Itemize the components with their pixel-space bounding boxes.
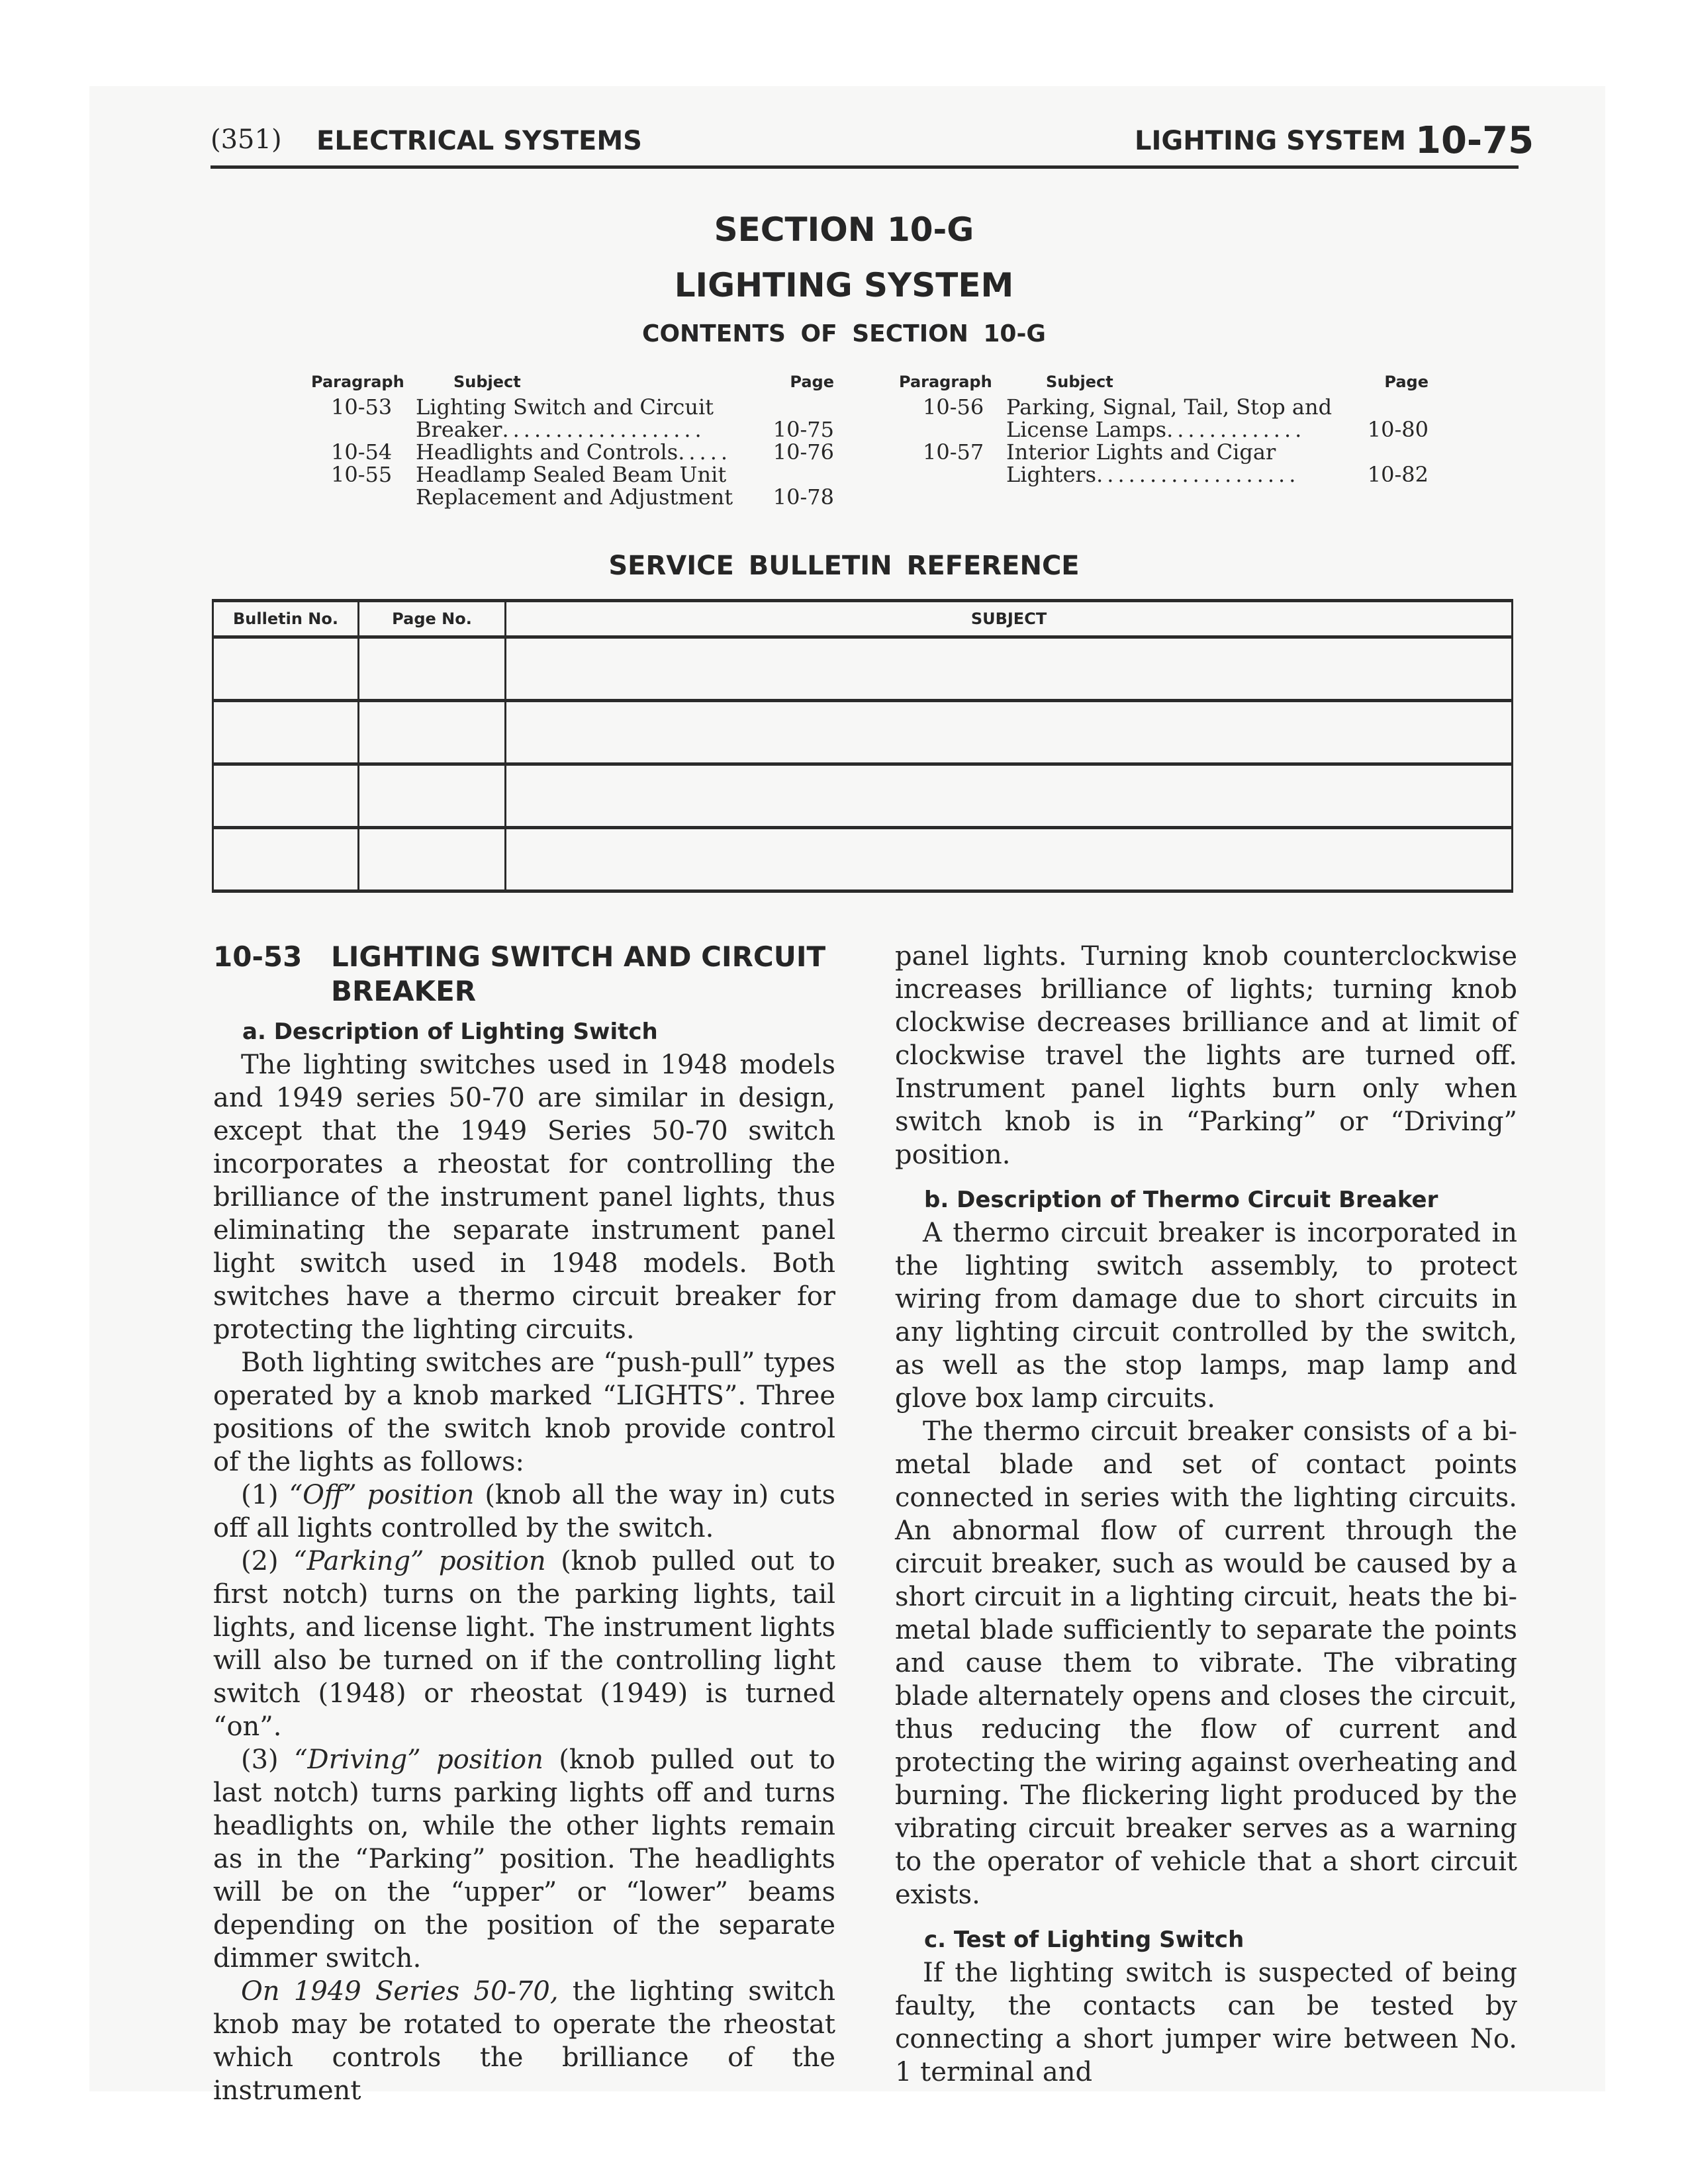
col-bulletin-no: Bulletin No.: [213, 601, 359, 637]
item-emphasis: “Off” position: [289, 1480, 475, 1510]
page-id: 10-75: [1415, 119, 1534, 162]
contents-entry[interactable]: [311, 463, 834, 508]
bulletin-table: [212, 599, 1513, 893]
cell: [506, 828, 1513, 891]
entry-paragraph: 10-55: [331, 462, 393, 487]
cell: [213, 828, 359, 891]
paragraph: The lighting switches used in 1948 models and 1949 series 50-70 are similar in design, except that the 1949 Series 50-70 switch incorporates a rheostat for controlling the brilliance of the instrument panel lights, thus eliminating the separate instrument panel light switch used in 1948 models. Both switches have a thermo circuit breaker for protecting the lighting circuits.: [213, 1050, 835, 1345]
paragraph: A thermo circuit breaker is incorporated in the lighting switch assembly, to protect wiring from damage due to short circuits in any lighting circuit controlled by the switch, as well as the stop lamps, map lamp and glove box lamp circuits.: [895, 1218, 1517, 1414]
cell: [359, 828, 506, 891]
item-number: (2): [241, 1546, 279, 1576]
col-subject: SUBJECT: [506, 601, 1513, 637]
paragraph: The thermo circuit breaker consists of a bi-metal blade and set of contact points connected in series with the lighting circuits. An abnormal flow of current through the circuit breaker, such as would be caused by a short circuit in a lighting circuit, heats the bi-metal blade sufficiently to separate the points and cause them to vibrate. The vibrating blade alternately opens and closes the circuit, thus reducing the flow of current and protecting the wiring against overheating and burning. The flickering light produced by the vibrating circuit breaker serves as a warning to the operator of vehicle that a short circuit exists.: [895, 1416, 1517, 1910]
contents-right: [899, 371, 1429, 486]
chapter-title: ELECTRICAL SYSTEMS: [316, 126, 642, 156]
entry-page: 10-78: [773, 484, 834, 510]
paragraph: If the lighting switch is suspected of being faulty, the contacts can be tested by connecting a short jumper wire between No. 1 terminal and: [895, 1958, 1517, 2087]
item-text: (knob all the way in) cuts off all lights controlled by the switch.: [213, 1480, 835, 1543]
subheading-c: c. Test of Lighting Switch: [924, 1927, 1244, 1953]
table-row: [213, 637, 1513, 701]
entry-paragraph: 10-56: [923, 394, 984, 420]
cell: [506, 701, 1513, 764]
contents-header-row: [899, 371, 1429, 396]
article-heading: [213, 940, 835, 1009]
entry-page: 10-82: [1367, 462, 1429, 487]
section-title: SECTION 10-G: [714, 210, 974, 249]
article-number: 10-53: [213, 940, 303, 973]
col-page-label: Page: [790, 373, 834, 391]
contents-entry[interactable]: [899, 441, 1429, 486]
col-paragraph-label: Paragraph: [311, 373, 404, 391]
contents-header-row: [311, 371, 834, 396]
item-text: (knob pulled out to first notch) turns on the parking lights, tail lights, and license light. The instrument lights will also be turned on if the controlling light switch (1948) or rheostat (1949) is turned “on”.: [213, 1546, 835, 1742]
col-subject-label: Subject: [1046, 373, 1113, 391]
section-name: LIGHTING SYSTEM: [674, 266, 1014, 304]
cell: [213, 764, 359, 828]
item-emphasis: “Parking” position: [293, 1546, 546, 1576]
paragraph: Both lighting switches are “push-pull” types operated by a knob marked “LIGHTS”. Three positions of the switch knob provide control of the lights as follows:: [213, 1347, 835, 1477]
table-row: [213, 828, 1513, 891]
table-row: [213, 764, 1513, 828]
entry-page: 10-80: [1367, 417, 1429, 442]
entry-page: 10-76: [773, 439, 834, 465]
table-row: [213, 701, 1513, 764]
paragraph: [213, 1743, 835, 1975]
contents-left: [311, 371, 834, 508]
cell: [213, 701, 359, 764]
bulletin-title: SERVICE BULLETIN REFERENCE: [608, 551, 1080, 581]
subheading-b: b. Description of Thermo Circuit Breaker: [924, 1187, 1438, 1213]
contents-entry[interactable]: [311, 396, 834, 441]
cell: [506, 637, 1513, 701]
cell: [359, 637, 506, 701]
leader-dots: .............: [1166, 417, 1306, 442]
entry-subject: Interior Lights and Cigar: [1006, 439, 1276, 465]
paragraph-continued: panel lights. Turning knob counterclockwise increases brilliance of lights; turning knob clockwise decreases brilliance and at limit of clockwise travel the lights are turned off. Instrument panel lights burn only when switch knob is in “Parking” or “Driving” position.: [895, 941, 1517, 1170]
entry-subject-cont: License Lamps: [1006, 417, 1167, 442]
entry-subject: Headlamp Sealed Beam Unit: [416, 462, 727, 487]
col-paragraph-label: Paragraph: [899, 373, 992, 391]
paragraph: [213, 1479, 835, 1545]
cell: [506, 764, 1513, 828]
body-column-right: [895, 940, 1517, 2089]
entry-paragraph: 10-53: [331, 394, 393, 420]
bulletin-header-row: [213, 601, 1513, 637]
contents-entry[interactable]: [899, 396, 1429, 441]
cell: [359, 701, 506, 764]
entry-subject: Lighting Switch and Circuit: [416, 394, 714, 420]
cell: [213, 637, 359, 701]
leader-dots: ...................: [1096, 462, 1300, 487]
item-number: (1): [241, 1480, 279, 1510]
item-text: (knob pulled out to last notch) turns parking lights off and turns headlights on, while the other lights remain as in the “Parking” position. The headlights will be on the “upper” or “lower” beams depending on the position of the separate dimmer switch.: [213, 1745, 836, 1974]
col-page-no: Page No.: [359, 601, 506, 637]
entry-subject: Headlights and Controls: [416, 439, 679, 465]
entry-paragraph: 10-57: [923, 439, 984, 465]
entry-page: 10-75: [773, 417, 834, 442]
subheading-a: a. Description of Lighting Switch: [242, 1019, 658, 1045]
item-emphasis: “Driving” position: [294, 1745, 543, 1775]
paragraph: [213, 1545, 835, 1743]
header-rule: [211, 165, 1519, 169]
entry-subject: Parking, Signal, Tail, Stop and: [1006, 394, 1333, 420]
col-page-label: Page: [1384, 373, 1429, 391]
contents-heading: CONTENTS OF SECTION 10-G: [642, 320, 1046, 347]
entry-subject-cont: Breaker: [416, 417, 502, 442]
leader-dots: ...................: [502, 417, 706, 442]
entry-subject-cont: Replacement and Adjustment: [416, 484, 733, 510]
col-subject-label: Subject: [453, 373, 521, 391]
body-column-left: [213, 940, 835, 2107]
entry-subject-cont: Lighters: [1006, 462, 1097, 487]
contents-entry[interactable]: [311, 441, 834, 463]
leader-dots: .....: [678, 439, 732, 465]
page-number: (351): [211, 124, 282, 155]
paragraph: [213, 1975, 835, 2107]
item-emphasis: On 1949 Series 50-70,: [241, 1976, 559, 2007]
item-number: (3): [241, 1745, 279, 1775]
article-title: LIGHTING SWITCH AND CIRCUIT BREAKER: [331, 940, 826, 1007]
cell: [359, 764, 506, 828]
item-text: the lighting switch knob may be rotated to operate the rheostat which controls the brilliance of the instrument: [213, 1976, 835, 2106]
entry-paragraph: 10-54: [331, 439, 393, 465]
running-section-title: LIGHTING SYSTEM: [1135, 126, 1407, 156]
